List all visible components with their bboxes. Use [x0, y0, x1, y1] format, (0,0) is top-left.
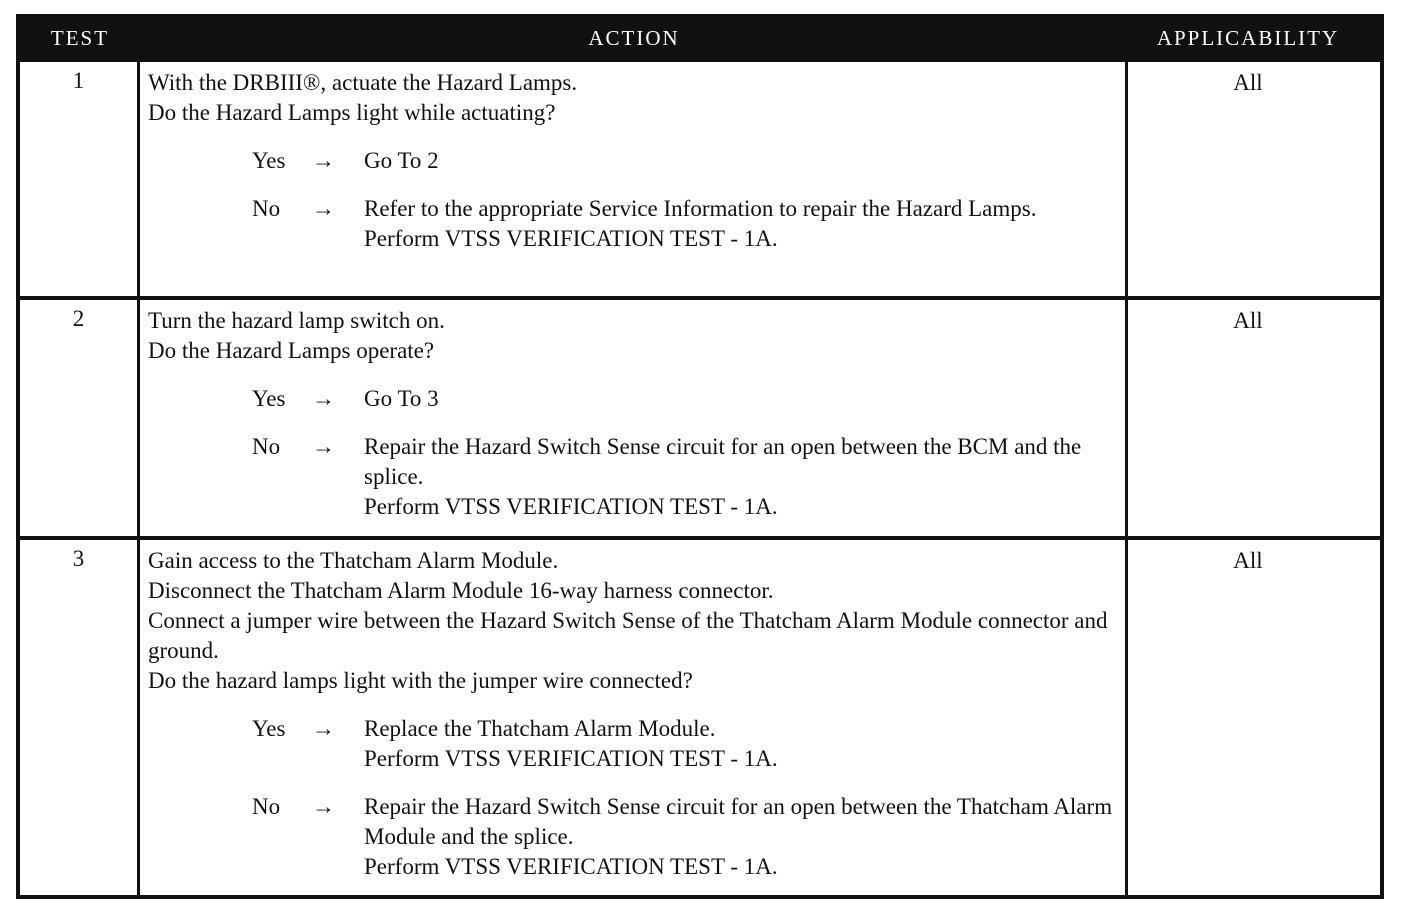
table-row — [20, 536, 1380, 895]
applicability-value: All — [1233, 70, 1263, 95]
action-line: Do the Hazard Lamps operate? — [148, 338, 435, 363]
yes-label: Yes — [252, 386, 286, 411]
branch-line: Refer to the appropriate Service Information to repair the Hazard Lamps. — [364, 196, 1037, 221]
header-action: ACTION — [588, 25, 680, 50]
test-number: 1 — [20, 62, 140, 296]
branch-line: Perform VTSS VERIFICATION TEST - 1A. — [364, 226, 778, 251]
branch-line: Perform VTSS VERIFICATION TEST - 1A. — [364, 746, 778, 771]
action-cell — [140, 62, 1128, 296]
no-branch — [252, 194, 1117, 254]
applicability-value: All — [1233, 308, 1263, 333]
yes-label: Yes — [252, 716, 286, 741]
header-applicability: APPLICABILITY — [1156, 25, 1340, 50]
action-line: Turn the hazard lamp switch on. — [148, 308, 445, 333]
action-line: Connect a jumper wire between the Hazard Switch Sense of the Thatcham Alarm Module connector and ground. — [148, 608, 1108, 663]
action-line: Do the hazard lamps light with the jumper wire connected? — [148, 668, 693, 693]
branch-line: Replace the Thatcham Alarm Module. — [364, 716, 716, 741]
action-cell — [140, 540, 1128, 895]
table-row — [20, 58, 1380, 296]
arrow-icon: → — [312, 148, 335, 173]
arrow-icon: → — [312, 434, 335, 459]
action-line: Do the Hazard Lamps light while actuating? — [148, 100, 556, 125]
arrow-icon: → — [312, 794, 335, 819]
branch-line: Perform VTSS VERIFICATION TEST - 1A. — [364, 854, 778, 879]
yes-branch — [252, 146, 1117, 176]
branch-line: Go To 2 — [364, 148, 439, 173]
test-number: 2 — [20, 300, 140, 536]
applicability-value: All — [1233, 548, 1263, 573]
branch-line: Perform VTSS VERIFICATION TEST - 1A. — [364, 494, 778, 519]
action-line: Disconnect the Thatcham Alarm Module 16-way harness connector. — [148, 578, 774, 603]
table-header — [20, 18, 1380, 58]
branch-line: Go To 3 — [364, 386, 439, 411]
header-test: TEST — [50, 25, 110, 50]
arrow-icon: → — [312, 386, 335, 411]
diagnostic-test-table — [16, 14, 1384, 899]
branch-line: Repair the Hazard Switch Sense circuit for an open between the Thatcham Alarm Module and the splice. — [364, 794, 1113, 849]
action-line: Gain access to the Thatcham Alarm Module. — [148, 548, 559, 573]
no-label: No — [252, 794, 281, 819]
yes-branch — [252, 384, 1117, 414]
no-branch — [252, 432, 1117, 522]
no-label: No — [252, 434, 281, 459]
table-row — [20, 296, 1380, 536]
action-cell — [140, 300, 1128, 536]
yes-branch — [252, 714, 1117, 774]
yes-label: Yes — [252, 148, 286, 173]
no-branch — [252, 792, 1117, 882]
test-number: 3 — [20, 540, 140, 895]
action-line: With the DRBIII®, actuate the Hazard Lamps. — [148, 70, 578, 95]
arrow-icon: → — [312, 196, 335, 221]
no-label: No — [252, 196, 281, 221]
arrow-icon: → — [312, 716, 335, 741]
branch-line: Repair the Hazard Switch Sense circuit for an open between the BCM and the splice. — [364, 434, 1082, 489]
